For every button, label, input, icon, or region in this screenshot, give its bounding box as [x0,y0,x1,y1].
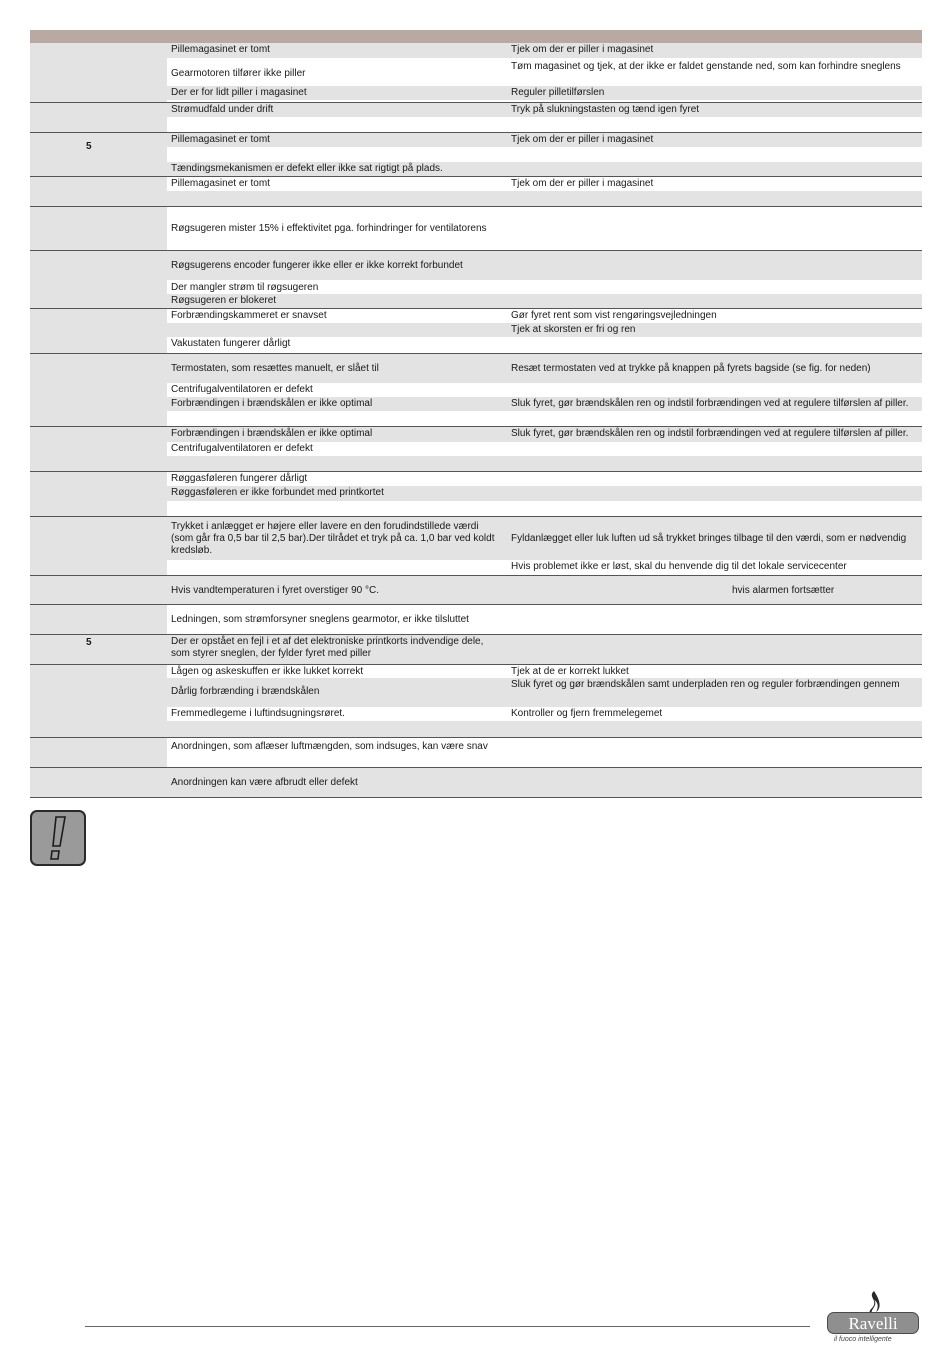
table-group [30,517,922,576]
cause-text: Forbrændingen i brændskålen er ikke optimal [171,428,373,439]
table-row [167,309,922,323]
cause-text: Tændingsmekanismen er defekt eller ikke sat rigtigt på plads. [171,163,443,174]
logo-tagline: il fuoco intelligente [834,1336,892,1343]
cause-text: Røggasføleren er ikke forbundet med printkortet [171,487,384,498]
alarm-cell [30,309,167,353]
table-group [30,133,922,177]
table-row [167,133,922,147]
table-group [30,354,922,427]
table-row [167,635,922,664]
table-row [167,486,922,501]
table-row [167,43,922,58]
table-group [30,103,922,133]
cause-text: Lågen og askeskuffen er ikke lukket korrekt [171,666,364,677]
remedy-text: Hvis problemet ikke er løst, skal du henvende dig til det lokale servicecenter [511,561,847,572]
cause-text: Centrifugalventilatoren er defekt [171,384,313,395]
remedy-text: Tjek om der er piller i magasinet [511,44,654,55]
remedy-text: Resæt termostaten ved at trykke på knappen på fyrets bagside (se fig. for neden) [511,363,871,374]
table-group [30,472,922,517]
table-row [167,86,922,100]
table-row [167,383,922,397]
table-row [167,251,922,280]
table-row [167,605,922,634]
table-row [167,721,922,737]
exclamation-icon [30,810,86,866]
table-group [30,665,922,738]
cause-text: Dårlig forbrænding i brændskålen [171,686,320,697]
cause-text: Centrifugalventilatoren er defekt [171,443,313,454]
alarm-cell [30,768,167,797]
alarm-cell [30,738,167,767]
cause-text: Der er for lidt piller i magasinet [171,87,307,98]
alarm-cell [30,517,167,575]
table-row [167,177,922,191]
remedy-text [507,265,922,266]
alarm-cell [30,472,167,516]
table-row [167,472,922,486]
alarm-cell [30,354,167,426]
alarm-cell [30,635,167,664]
table-row [167,738,922,767]
table-row [167,162,922,176]
remedy-text: Kontroller og fjern fremmelegemet [511,708,663,719]
table-row [167,207,922,250]
table-group [30,605,922,635]
table-row [167,576,922,604]
alarm-cell [30,43,167,102]
cause-text: Anordningen kan være afbrudt eller defekt [171,777,358,788]
remedy-text [507,337,922,353]
table-row [167,427,922,442]
logo-wordmark: Ravelli [827,1312,919,1334]
cause-text: Forbrændingskammeret er snavset [171,310,327,321]
alarm-code: 5 [86,637,92,648]
table-row [167,411,922,426]
table-row [167,678,922,707]
cause-text: Røggasføleren fungerer dårligt [171,473,308,484]
table-row [167,117,922,132]
alarm-cell [30,177,167,206]
remedy-text [507,228,922,229]
table-row [167,323,922,337]
cause-text: Der mangler strøm til røgsugeren [171,281,319,293]
cause-text: Der er opstået en fejl i et af det elektroniske printkorts indvendige dele, som styrer sneglen, der fylder fyret med piller [171,636,484,659]
table-row [167,354,922,383]
remedy-text [507,162,922,176]
cause-text: Pillemagasinet er tomt [171,44,270,55]
table-group [30,309,922,354]
table-row [167,517,922,560]
table-row [167,147,922,162]
footer-divider [85,1326,810,1327]
table-group [30,427,922,472]
table-row [167,560,922,575]
cause-text: Fremmedlegeme i luftindsugningsrøret. [171,708,345,719]
table-group [30,738,922,768]
remedy-text: Tjek om der er piller i magasinet [511,134,654,145]
remedy-text: hvis alarmen fortsætter [732,584,835,596]
cause-text: Pillemagasinet er tomt [171,178,270,189]
cause-text: Ledningen, som strømforsyner sneglens gearmotor, er ikke tilsluttet [171,614,469,625]
remedy-text: Tjek at de er korrekt lukket [511,666,629,677]
remedy-text [507,287,922,288]
remedy-text: Fyldanlægget eller luk luften ud så trykket bringes tilbage til den værdi, som er nødvendig [511,533,907,544]
table-group [30,768,922,798]
table-row [167,442,922,456]
cause-text: Gearmotoren tilfører ikke piller [171,68,306,79]
table-group [30,207,922,251]
alarm-cell [30,133,167,176]
alarm-cell [30,665,167,737]
table-row [167,280,922,294]
table-row [167,337,922,353]
table-row [167,191,922,206]
table-row [167,103,922,117]
cause-text: Trykket i anlægget er højere eller lavere en den forudindstillede værdi (som går fra 0,5 bar til 2,5 bar).Der tilrådet et tryk på ca. 1,0 bar ved koldt kredsløb. [171,521,495,556]
remedy-text: Tryk på slukningstasten og tænd igen fyret [511,104,700,115]
remedy-text: Reguler pilletilførslen [511,87,605,98]
table-row [167,707,922,721]
alarm-cell [30,427,167,471]
table-group [30,43,922,103]
alarm-cell [30,207,167,250]
remedy-text: Tjek at skorsten er fri og ren [511,324,636,335]
table-group [30,635,922,665]
table-row [167,768,922,797]
remedy-text: Tøm magasinet og tjek, at der ikke er faldet genstande ned, som kan forhindre sneglens [511,61,901,72]
alarm-cell [30,576,167,604]
remedy-text: Sluk fyret, gør brændskålen ren og indstil forbrændingen ved at regulere tilførslen af piller. [511,398,909,409]
table-row [167,456,922,471]
table-group [30,576,922,605]
remedy-text: Sluk fyret og gør brændskålen samt underpladen ren og reguler forbrændingen gennem [511,679,900,690]
alarm-cell [30,251,167,308]
table-row [167,397,922,411]
cause-text: Termostaten, som resættes manuelt, er slået til [171,363,379,374]
troubleshooting-table [30,30,922,798]
cause-text: Røgsugeren er blokeret [171,295,277,306]
table-group [30,251,922,309]
cause-text: Vakustaten fungerer dårligt [171,338,291,349]
table-row [167,100,922,102]
cause-text: Røgsugeren mister 15% i effektivitet pga. forhindringer for ventilatorens [171,223,487,234]
remedy-text: Tjek om der er piller i magasinet [511,178,654,189]
remedy-text: Sluk fyret, gør brændskålen ren og indstil forbrændingen ved at regulere tilførslen af piller. [511,428,909,439]
remedy-text [507,294,922,308]
table-header-bar [30,30,922,43]
table-row [167,665,922,678]
remedy-text: Gør fyret rent som vist rengøringsvejledningen [511,310,717,321]
table-row [167,58,922,86]
table-row [167,501,922,516]
cause-text: Pillemagasinet er tomt [171,134,270,145]
alarm-cell [30,103,167,132]
cause-text: Røgsugerens encoder fungerer ikke eller er ikke korrekt forbundet [171,260,463,271]
alarm-code: 5 [86,141,92,152]
brand-logo [820,1290,930,1350]
table-row [167,294,922,308]
cause-text: Forbrændingen i brændskålen er ikke optimal [171,398,373,409]
cause-text: Hvis vandtemperaturen i fyret overstiger 90 °C. [171,584,379,596]
cause-text: Strømudfald under drift [171,104,274,115]
table-group [30,177,922,207]
alarm-cell [30,605,167,634]
cause-text: Anordningen, som aflæser luftmængden, som indsuges, kan være snav [171,741,488,752]
